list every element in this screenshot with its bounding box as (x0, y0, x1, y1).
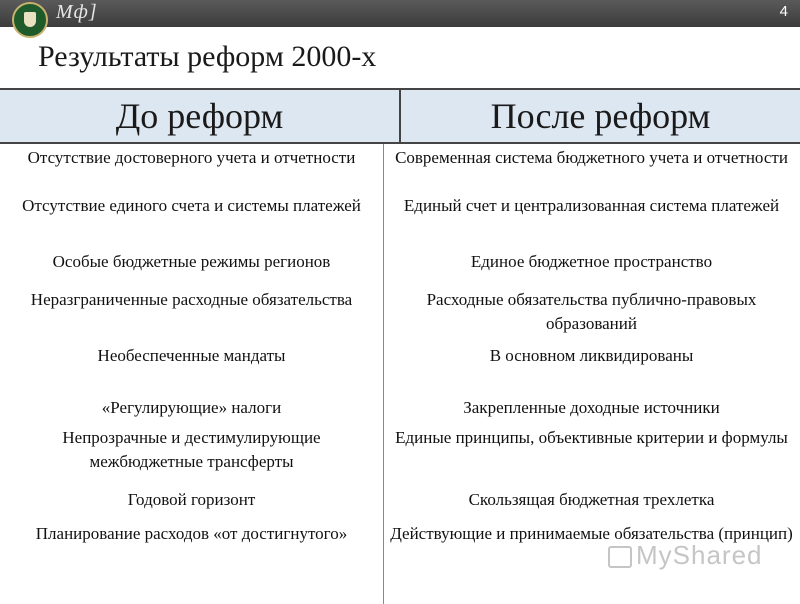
top-bar (0, 0, 800, 27)
table-row (0, 344, 800, 396)
cell-after: Расходные обязательства публично-правовых образований (426, 290, 757, 333)
crest-logo-icon (12, 2, 48, 38)
cell-before: Отсутствие достоверного учета и отчетности (27, 148, 356, 167)
cell-before: Непрозрачные и дестимулирующие межбюджетные трансферты (62, 428, 321, 471)
header-before: До реформ (0, 90, 401, 142)
cell-before: Годовой горизонт (127, 490, 256, 509)
cell-after: Единое бюджетное пространство (470, 252, 713, 271)
brand-label: Мф] (56, 1, 98, 23)
cell-after: Единый счет и централизованная система платежей (403, 196, 780, 215)
cell-after: Закрепленные доходные источники (463, 398, 720, 417)
comparison-table (0, 90, 800, 570)
watermark-logo (608, 540, 763, 571)
cell-before: Отсутствие единого счета и системы платежей (22, 196, 361, 215)
table-row (0, 488, 800, 522)
cell-after: В основном ликвидированы (489, 346, 694, 365)
column-divider (383, 144, 384, 604)
cell-after: Современная система бюджетного учета и отчетности (395, 148, 788, 167)
table-header (0, 90, 800, 144)
table-row (0, 144, 800, 194)
cell-after: Действующие и принимаемые обязательства (принцип) (390, 524, 793, 543)
cell-before: Особые бюджетные режимы регионов (52, 252, 331, 271)
table-row (0, 288, 800, 344)
watermark-text: MyShared (636, 540, 763, 570)
header-after: После реформ (490, 96, 711, 136)
table-row (0, 250, 800, 288)
table-body (0, 144, 800, 570)
cell-after: Скользящая бюджетная трехлетка (468, 490, 715, 509)
cell-before: Необеспеченные мандаты (97, 346, 286, 365)
table-row (0, 194, 800, 250)
presentation-icon (608, 546, 632, 568)
cell-before: «Регулирующие» налоги (101, 398, 282, 417)
slide-title: Результаты реформ 2000-х (38, 40, 377, 73)
page-number: 4 (779, 3, 788, 20)
table-row (0, 396, 800, 426)
cell-before: Неразграниченные расходные обязательства (30, 290, 353, 309)
cell-after: Единые принципы, объективные критерии и формулы (395, 428, 788, 447)
cell-before: Планирование расходов «от достигнутого» (35, 524, 348, 543)
table-row (0, 426, 800, 488)
